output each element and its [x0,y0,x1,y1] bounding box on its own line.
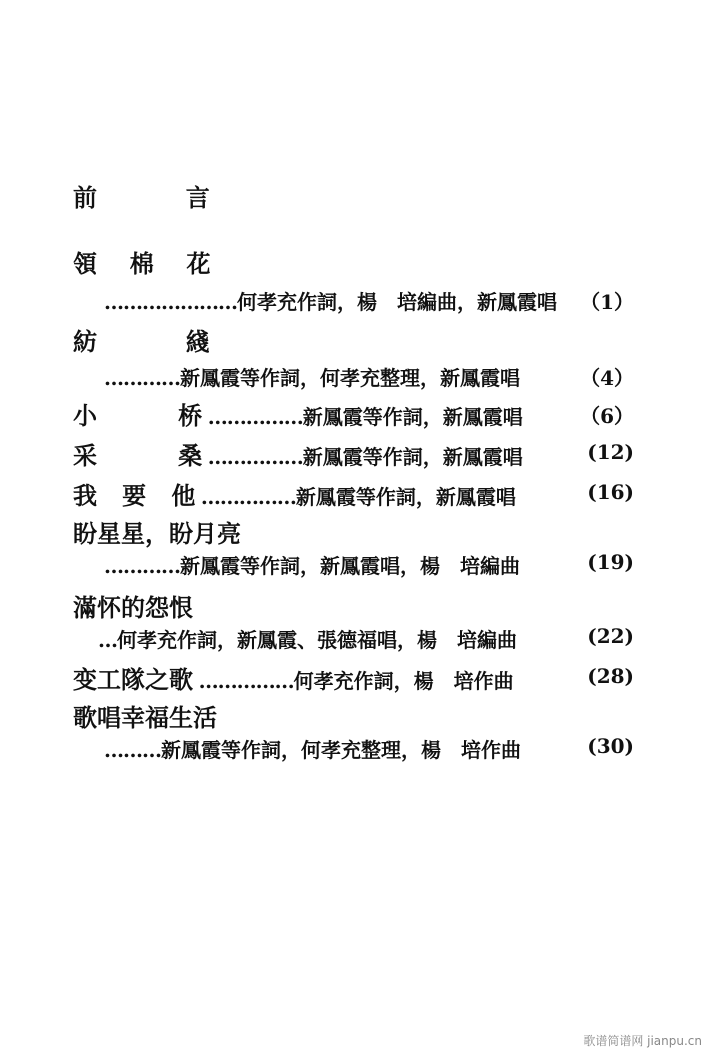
entry-4-credit: 新鳳霞等作詞，新鳳霞唱 [302,445,523,469]
entry-9-page: (30) [587,734,634,758]
entry-3-line [73,396,634,431]
entry-4-title-char-2: 桑 [178,441,203,470]
entry-5-dots: …………… [200,485,296,509]
site-watermark: 歌谱简谱网 jianpu.cn [583,1034,702,1048]
entry-5-credit: 新鳳霞等作詞，新鳳霞唱 [295,485,516,509]
entry-1-credit: 何孝充作詞，楊 培編曲，新鳳霞唱 [237,290,557,314]
entry-1-credit-line [104,286,634,315]
entry-1-title-char-1: 領 [73,249,97,278]
entry-4-page: (12) [587,440,634,464]
entry-9-credit: 新鳳霞等作詞，何孝充整理，楊 培作曲 [161,738,521,762]
entry-2-credit-line [104,362,634,391]
entry-2-title [73,322,210,357]
entry-8-line [73,660,634,695]
entry-1-page: （1） [580,290,634,314]
entry-3-page: （6） [580,404,634,428]
entry-5-title-char-2: 要 [122,481,147,510]
preface-char-2: 言 [185,183,210,212]
entry-5-title-char-1: 我 [73,481,97,510]
entry-7-title: 滿怀的怨恨 [73,593,193,622]
entry-1-dots: ………………… [104,290,237,314]
entry-2-page: （4） [580,366,634,390]
entry-5-page: (16) [587,480,634,504]
preface-char-1: 前 [73,183,97,212]
entry-8-page: (28) [587,664,634,688]
entry-8-dots: …………… [198,669,294,693]
entry-9-title: 歌唱幸福生活 [73,703,217,732]
entry-3-credit: 新鳳霞等作詞，新鳳霞唱 [302,405,523,429]
entry-6-title: 盼星星，盼月亮 [73,519,241,548]
entry-6-credit-line [104,550,634,579]
entry-1-title-char-3: 花 [186,249,211,278]
entry-7-credit: 何孝充作詞，新鳳霞、張德福唱，楊 培編曲 [117,628,517,652]
entry-2-credit: 新鳳霞等作詞，何孝充整理，新鳳霞唱 [180,366,520,390]
entry-9-dots: ……… [104,738,161,762]
entry-4-dots: …………… [207,445,303,469]
entry-7-dots: … [98,628,117,652]
entry-7-credit-line [98,624,634,653]
entry-3-dots: …………… [207,405,303,429]
preface-heading [73,178,210,213]
entry-3-title-char-2: 桥 [178,401,203,430]
entry-2-dots: ………… [104,366,180,390]
entry-6-dots: ………… [104,554,180,578]
entry-2-title-char-2: 綫 [185,327,210,356]
entry-9-credit-line [104,734,634,763]
entry-7-page: (22) [587,624,634,648]
entry-5-line [73,476,634,511]
entry-6-page: (19) [587,550,634,574]
entry-4-line [73,436,634,471]
entry-1-title [73,244,210,279]
entry-3-title-char-1: 小 [73,401,97,430]
entry-2-title-char-1: 紡 [73,327,97,356]
entry-8-title: 变工隊之歌 [73,665,193,694]
entry-4-title-char-1: 采 [73,441,97,470]
entry-1-title-char-2: 棉 [129,249,154,278]
entry-5-title-char-3: 他 [171,481,196,510]
entry-8-credit: 何孝充作詞，楊 培作曲 [293,669,514,693]
entry-6-credit: 新鳳霞等作詞，新鳳霞唱，楊 培編曲 [180,554,520,578]
